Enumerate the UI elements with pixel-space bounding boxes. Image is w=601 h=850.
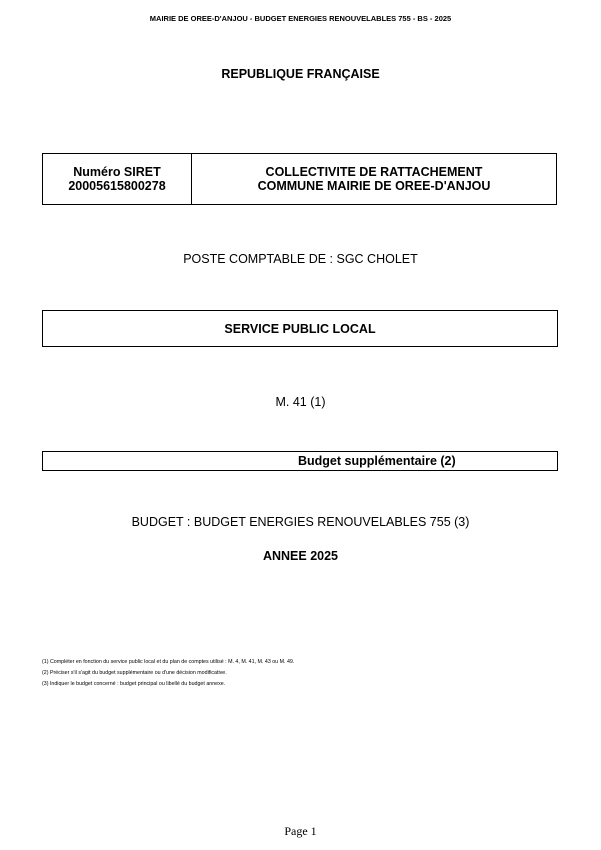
running-header: MAIRIE DE OREE-D'ANJOU - BUDGET ENERGIES RENOUVELABLES 755 - BS - 2025 — [149, 14, 452, 23]
collectivite-value: COMMUNE MAIRIE DE OREE-D'ANJOU — [257, 179, 491, 193]
budget-type-label: Budget supplémentaire (2) — [298, 454, 456, 468]
budget-year: ANNEE 2025 — [262, 549, 339, 563]
identification-table — [42, 153, 557, 205]
collectivite-cell — [192, 154, 556, 204]
siret-label: Numéro SIRET — [73, 165, 161, 179]
service-box — [42, 310, 558, 347]
poste-comptable: POSTE COMPTABLE DE : SGC CHOLET — [183, 252, 418, 266]
budget-name: BUDGET : BUDGET ENERGIES RENOUVELABLES 755 (3) — [131, 515, 470, 529]
siret-cell — [43, 154, 192, 204]
collectivite-label: COLLECTIVITE DE RATTACHEMENT — [265, 165, 483, 179]
siret-value: 20005615800278 — [68, 179, 166, 193]
republic-title: REPUBLIQUE FRANÇAISE — [221, 67, 380, 81]
footnote: (2) Préciser s'il s'agit du budget supplémentaire ou d'une décision modificative. — [42, 670, 227, 676]
page-number: Page 1 — [284, 824, 317, 838]
footnote: (1) Compléter en fonction du service public local et du plan de comptes utilisé : M. 4, M. 41, M. 43 ou M. 49. — [42, 659, 295, 665]
budget-type-box — [42, 451, 558, 471]
footnote: (3) Indiquer le budget concerné : budget principal ou libellé du budget annexe. — [42, 681, 226, 687]
service-label: SERVICE PUBLIC LOCAL — [224, 321, 376, 336]
nomenclature: M. 41 (1) — [275, 395, 326, 409]
footnotes — [42, 657, 542, 690]
